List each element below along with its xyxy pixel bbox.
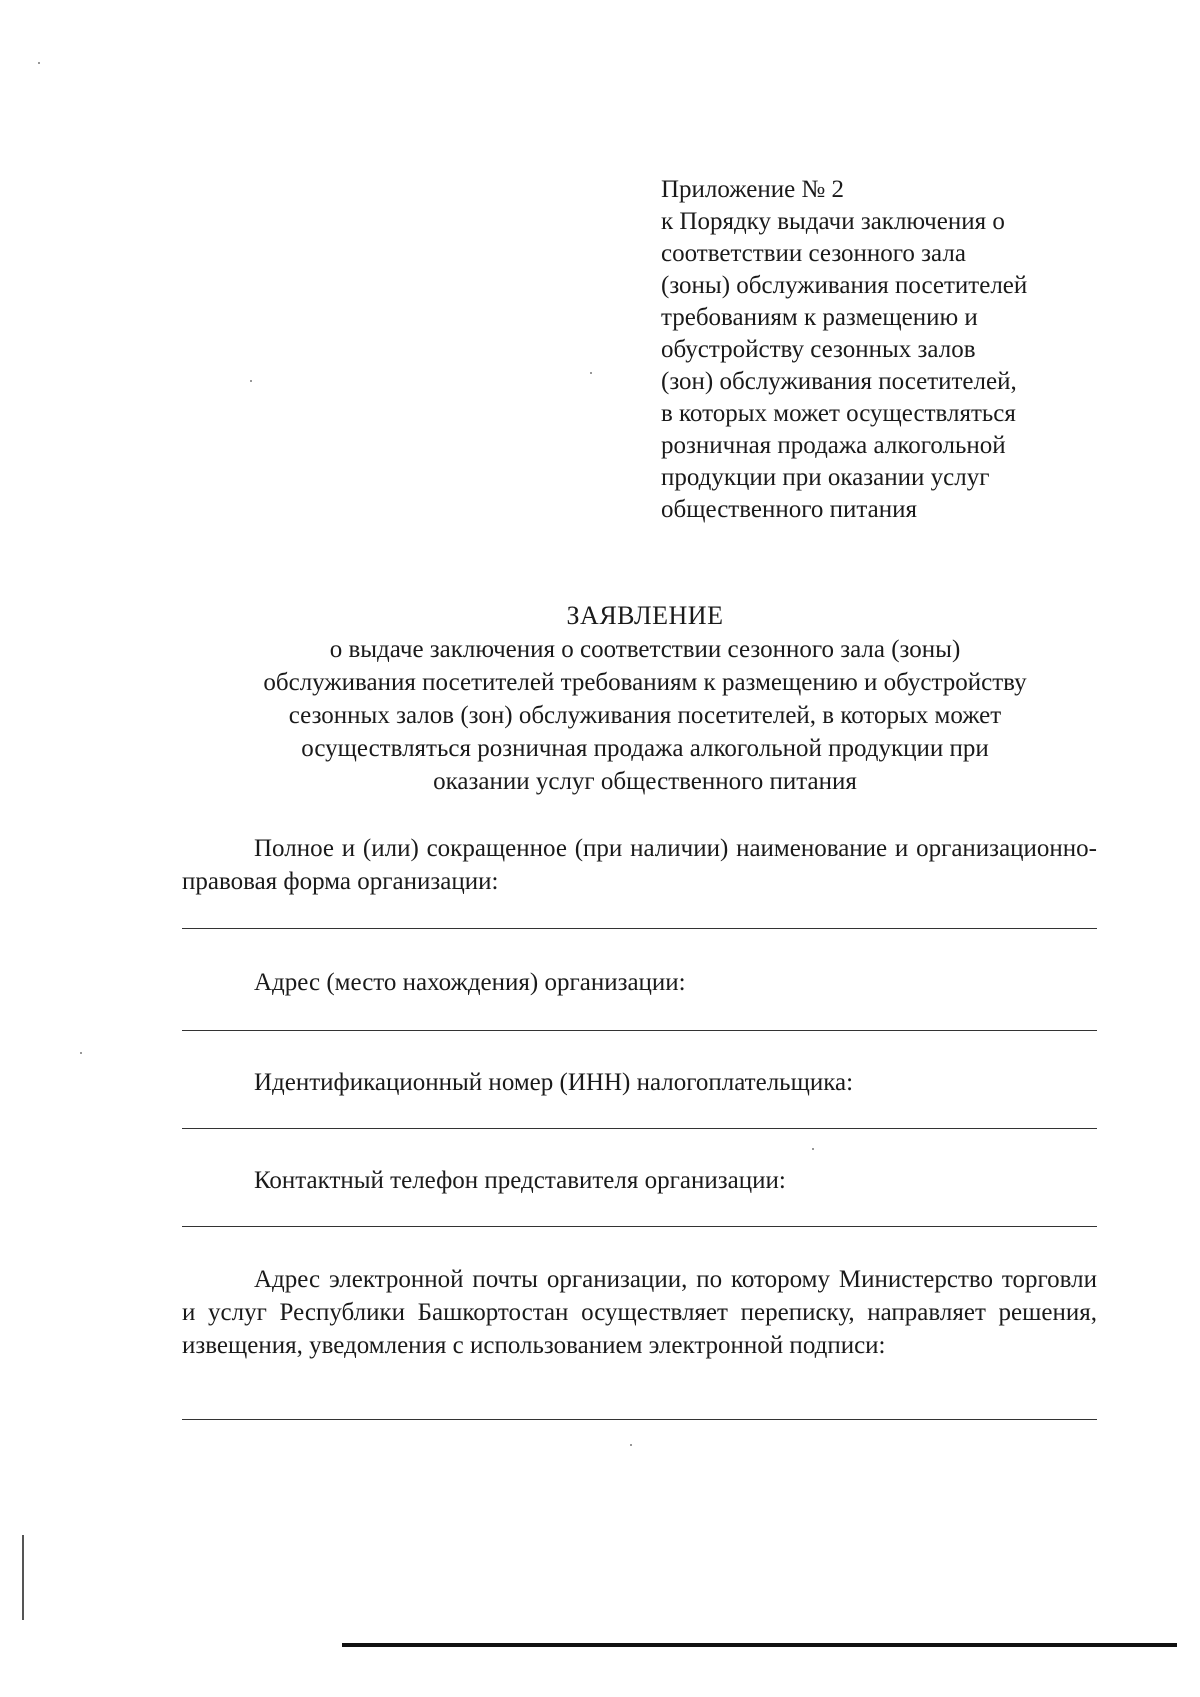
- subtitle-line: осуществляться розничная продажа алкогольной продукции при: [301, 735, 989, 762]
- email-input-line[interactable]: [182, 1419, 1097, 1420]
- field-label: Идентификационный номер (ИНН) налогоплательщика:: [254, 1069, 854, 1096]
- subtitle-line: сезонных залов (зон) обслуживания посетителей, в которых может: [288, 702, 1002, 729]
- inn-input-line[interactable]: [182, 1128, 1097, 1129]
- appendix-line: в которых может осуществляться: [661, 400, 1016, 427]
- scan-speck: [812, 1148, 814, 1150]
- appendix-header: [661, 174, 1121, 526]
- appendix-line: требованиям к размещению и: [661, 304, 978, 331]
- field-label: Адрес (место нахождения) организации:: [254, 969, 686, 996]
- field-contact-phone: [182, 1164, 1097, 1197]
- field-label: Адрес электронной почты организации, по которому Министерство торговли и услуг Республики Башкортостан осуществляет переписку, направляет решения, извещения, уведомления с использованием электронной подписи:: [182, 1266, 1097, 1359]
- scan-speck: [630, 1444, 632, 1446]
- appendix-line: соответствии сезонного зала: [661, 240, 966, 267]
- appendix-line: Приложение № 2: [661, 176, 845, 203]
- scan-margin-mark: [22, 1535, 24, 1620]
- field-email: [182, 1263, 1097, 1362]
- scan-speck: [80, 1052, 82, 1054]
- scan-speck: [590, 372, 592, 374]
- subtitle-line: обслуживания посетителей требованиям к размещению и обустройству: [263, 669, 1027, 696]
- field-label: Контактный телефон представителя организации:: [254, 1167, 786, 1194]
- appendix-line: (зоны) обслуживания посетителей: [661, 272, 1028, 299]
- appendix-line: общественного питания: [661, 496, 917, 523]
- organization-address-input-line[interactable]: [182, 1030, 1097, 1031]
- subtitle-line: оказании услуг общественного питания: [433, 768, 857, 795]
- subtitle-line: о выдаче заключения о соответствии сезонного зала (зоны): [329, 636, 961, 663]
- appendix-line: к Порядку выдачи заключения о: [661, 208, 1005, 235]
- appendix-line: обустройству сезонных залов: [661, 336, 976, 363]
- scan-speck: [38, 62, 40, 64]
- contact-phone-input-line[interactable]: [182, 1226, 1097, 1227]
- document-title: ЗАЯВЛЕНИЕ: [566, 601, 724, 630]
- field-organization-address: [182, 966, 1097, 999]
- field-inn: [182, 1066, 1097, 1099]
- field-label: Полное и (или) сокращенное (при наличии) наименование и организационно-правовая форма организации:: [182, 835, 1097, 895]
- appendix-line: (зон) обслуживания посетителей,: [661, 368, 1017, 395]
- appendix-line: розничная продажа алкогольной: [661, 432, 1006, 459]
- scan-edge-line: [342, 1643, 1177, 1647]
- scan-speck: [250, 380, 252, 382]
- document-subtitle: [185, 633, 1105, 798]
- organization-name-input-line[interactable]: [182, 928, 1097, 929]
- field-organization-name: [182, 832, 1097, 898]
- appendix-line: продукции при оказании услуг: [661, 464, 990, 491]
